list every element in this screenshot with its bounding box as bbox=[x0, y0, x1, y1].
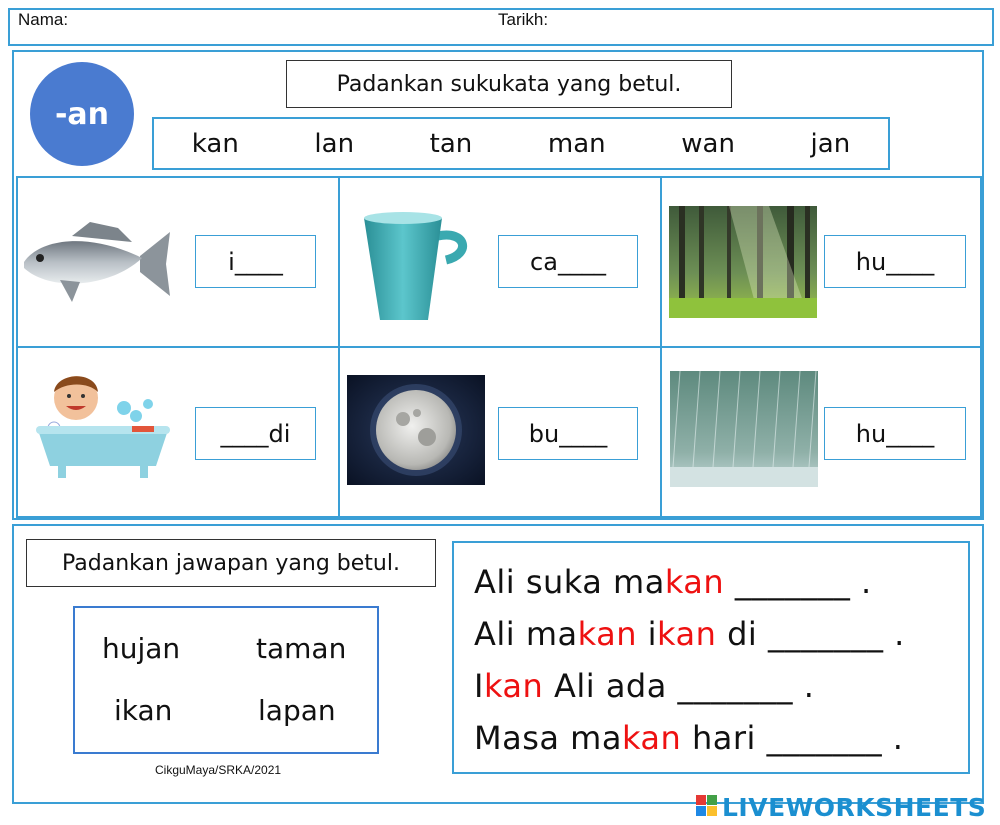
syllable-tan[interactable]: tan bbox=[429, 128, 473, 159]
forest-picture bbox=[669, 206, 817, 318]
syllable-man[interactable]: man bbox=[547, 128, 606, 159]
child-bathing-picture bbox=[36, 368, 170, 482]
answer-instruction: Padankan jawapan yang betul. bbox=[26, 539, 436, 587]
blank-3[interactable]: Ali ada _______ . bbox=[543, 667, 815, 705]
tarikh-label: Tarikh: bbox=[498, 10, 549, 29]
sentence-1: Ali suka makan _______ . bbox=[474, 563, 872, 601]
blank-2[interactable]: di _______ . bbox=[716, 615, 905, 653]
word-bank bbox=[73, 606, 379, 754]
blank-4[interactable]: hari _______ . bbox=[681, 719, 904, 757]
sentence-2: Ali makan ikan di _______ . bbox=[474, 615, 905, 653]
answer-fish[interactable]: i____ bbox=[195, 235, 316, 288]
word-lapan[interactable]: lapan bbox=[258, 694, 336, 727]
word-taman[interactable]: taman bbox=[256, 632, 347, 665]
syllable-bank bbox=[152, 117, 890, 170]
syllable-jan[interactable]: jan bbox=[810, 128, 851, 159]
liveworksheets-brand[interactable]: LIVEWORKSHEETS bbox=[722, 793, 987, 822]
rain-picture bbox=[670, 371, 818, 487]
sentence-box bbox=[452, 541, 970, 774]
word-hujan[interactable]: hujan bbox=[102, 632, 181, 665]
blank-1[interactable]: _______ . bbox=[724, 563, 872, 601]
suffix-badge: -an bbox=[30, 62, 134, 166]
answer-bath[interactable]: ____di bbox=[195, 407, 316, 460]
syllable-wan[interactable]: wan bbox=[681, 128, 735, 159]
full-moon-picture bbox=[347, 375, 485, 485]
answer-forest[interactable]: hu____ bbox=[824, 235, 966, 288]
answer-moon[interactable]: bu____ bbox=[498, 407, 638, 460]
syllable-instruction: Padankan sukukata yang betul. bbox=[286, 60, 732, 108]
credit-text: CikguMaya/SRKA/2021 bbox=[155, 763, 282, 777]
syllable-kan[interactable]: kan bbox=[191, 128, 239, 159]
word-ikan[interactable]: ikan bbox=[114, 694, 173, 727]
nama-label: Nama: bbox=[18, 10, 69, 29]
answer-rain[interactable]: hu____ bbox=[824, 407, 966, 460]
fish-picture bbox=[20, 218, 172, 308]
sentence-3: Ikan Ali ada _______ . bbox=[474, 667, 815, 705]
answer-cup[interactable]: ca____ bbox=[498, 235, 638, 288]
liveworksheets-logo-icon bbox=[696, 795, 718, 817]
cup-picture bbox=[362, 210, 472, 322]
syllable-lan[interactable]: lan bbox=[314, 128, 355, 159]
sentence-4: Masa makan hari _______ . bbox=[474, 719, 904, 757]
